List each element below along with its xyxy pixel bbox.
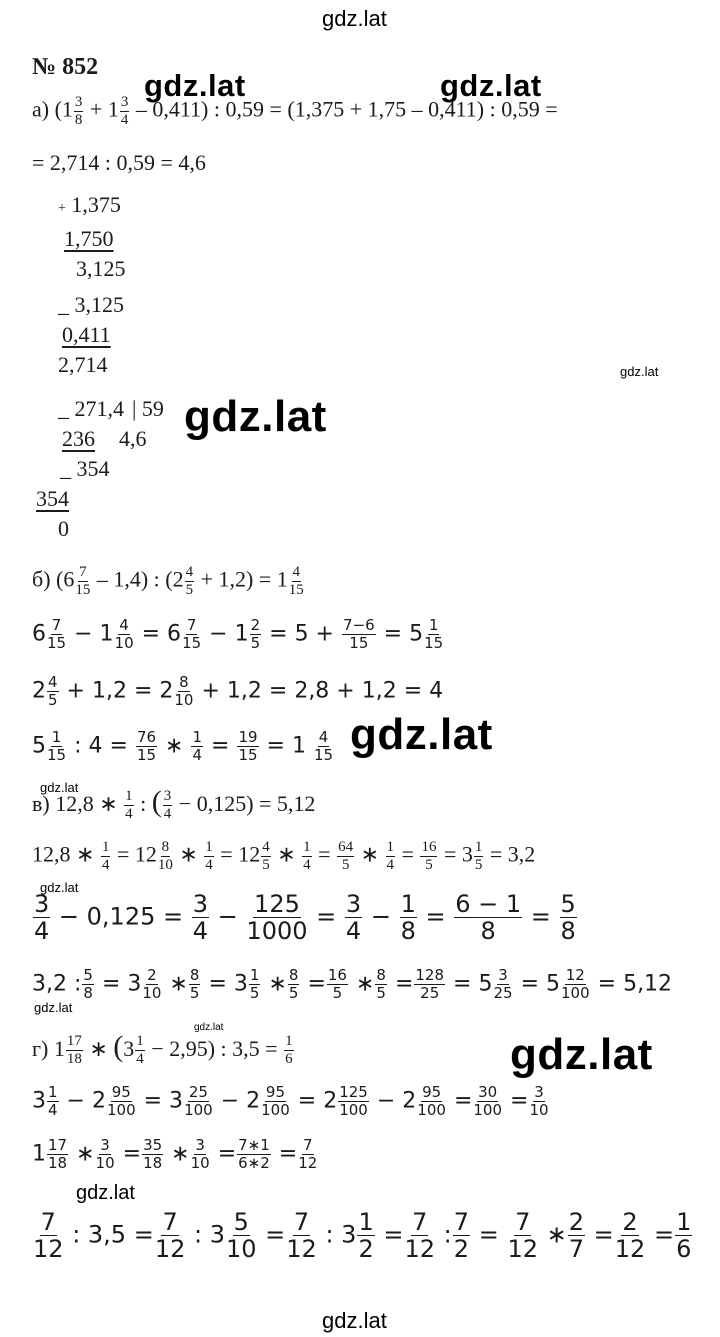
part-b-line4: 5 $\frac{1}{15}$ : 4 = $\frac{76}{15}$ ∗ $\frac{1}{4}$ = $\frac{19}{15}$ = 1 $\frac{4}{15}$ bbox=[32, 728, 334, 764]
fraction: $\frac{3}{4}$ bbox=[120, 94, 129, 128]
watermark-small: gdz.lat bbox=[40, 880, 79, 895]
part-b-line2: 6 $\frac{7}{15}$ − 1 $\frac{4}{10}$ = 6 $\frac{7}{15}$ − 1 $\frac{2}{5}$ = 5 + $\frac{7-6}{15}$ = 5 $\frac{1}{15}$ bbox=[32, 616, 444, 652]
addition-column: + 1,375 1,750 3,125 bbox=[58, 192, 126, 281]
part-v-line2: 12,8 ∗ $\frac{1}{4}$ = 12 $\frac{8}{10}$ ∗ $\frac{1}{4}$ = 12 $\frac{4}{5}$ ∗ $\frac{1}{4}$ = $\frac{64}{5}$ ∗ $\frac{1}{4}$ = $\frac{16}{5}$ = 3 $\frac{1}{5}$ = 3,2 bbox=[32, 839, 536, 873]
watermark-bottom: gdz.lat bbox=[322, 1308, 387, 1333]
watermark-top: gdz.lat bbox=[322, 6, 387, 31]
part-a-line1: а) (1 $\frac{3}{8}$ + 1 $\frac{3}{4}$ – 0,411) : 0,59 = (1,375 + 1,75 – 0,411) : 0,59 = bbox=[32, 94, 558, 128]
watermark-small: gdz.lat bbox=[620, 364, 659, 379]
subtraction-column: _ 3,125 0,411 2,714 bbox=[58, 292, 124, 377]
watermark-small: gdz.lat bbox=[194, 1022, 224, 1033]
watermark-large: gdz.lat bbox=[350, 710, 493, 759]
watermark-large: gdz.lat bbox=[184, 392, 327, 441]
watermark-small: gdz.lat bbox=[40, 780, 79, 795]
part-g-line2: 3 $\frac{1}{4}$ − 2 $\frac{95}{100}$ = 3 $\frac{25}{100}$ − 2 $\frac{95}{100}$ = 2 $\frac{125}{100}$ − 2 $\frac{95}{100}$ = $\frac{30}{100}$ = $\frac{3}{10}$ bbox=[32, 1083, 549, 1119]
fraction: $\frac{3}{8}$ bbox=[74, 94, 83, 128]
part-g-line1: г) 1 $\frac{17}{18}$ ∗ (3 $\frac{1}{4}$ − 2,95) : 3,5 = $\frac{1}{6}$ bbox=[32, 1030, 293, 1068]
watermark-small: gdz.lat bbox=[34, 1000, 73, 1015]
long-division: _ 271,4 | 59 236 4,6 _ 354 bbox=[58, 396, 164, 481]
part-v-line4: 3,2 : $\frac{5}{8}$ = 3 $\frac{2}{10}$ ∗ $\frac{8}{5}$ = 3 $\frac{1}{5}$ ∗ $\frac{8}{5}$ = $\frac{16}{5}$ ∗ $\frac{8}{5}$ = $\frac{128}{25}$ = 5 $\frac{3}{25}$ = 5 $\frac{12}{100}$ = 5,12 bbox=[32, 966, 673, 1002]
watermark-large: gdz.lat bbox=[440, 68, 542, 103]
division-subtract: 354 0 bbox=[36, 486, 69, 541]
watermark-large: gdz.lat bbox=[144, 68, 246, 103]
part-v-line1: в) 12,8 ∗ $\frac{1}{4}$ : ( $\frac{3}{4}$ − 0,125) = 5,12 bbox=[32, 785, 316, 823]
part-b-line3: 2 $\frac{4}{5}$ + 1,2 = 2 $\frac{8}{10}$ + 1,2 = 2,8 + 1,2 = 4 bbox=[32, 673, 444, 709]
watermark-large: gdz.lat bbox=[510, 1030, 653, 1079]
part-v-line3: $\frac{3}{4}$ − 0,125 = $\frac{3}{4}$ − $\frac{125}{1000}$ = $\frac{3}{4}$ − $\frac{1}{8}$ = $\frac{6 - 1}{8}$ = $\frac{5}{8}$ bbox=[34, 890, 576, 945]
part-a-label: а) (1 bbox=[32, 96, 73, 122]
part-g-line4: $\frac{7}{12}$ : 3,5 = $\frac{7}{12}$ : 3 $\frac{5}{10}$ = $\frac{7}{12}$ : 3 $\frac{1}{2}$ = $\frac{7}{12}$ : $\frac{7}{2}$ = $\frac{7}{12}$ ∗ $\frac{2}{7}$ = $\frac{2}{12}$ = $\frac{1}{6}$ bbox=[33, 1208, 692, 1263]
problem-number: № 852 bbox=[32, 54, 99, 80]
part-g-line3: 1 $\frac{17}{18}$ ∗ $\frac{3}{10}$ = $\frac{35}{18}$ ∗ $\frac{3}{10}$ = $\frac{7∗1}{6∗2}$ = $\frac{7}{12}$ bbox=[32, 1136, 318, 1172]
part-b-line1: б) (6 $\frac{7}{15}$ – 1,4) : (2 $\frac{4}{5}$ + 1,2) = 1 $\frac{4}{15}$ bbox=[32, 564, 304, 598]
watermark-small: gdz.lat bbox=[76, 1182, 135, 1204]
part-a-line2: = 2,714 : 0,59 = 4,6 bbox=[32, 150, 206, 175]
